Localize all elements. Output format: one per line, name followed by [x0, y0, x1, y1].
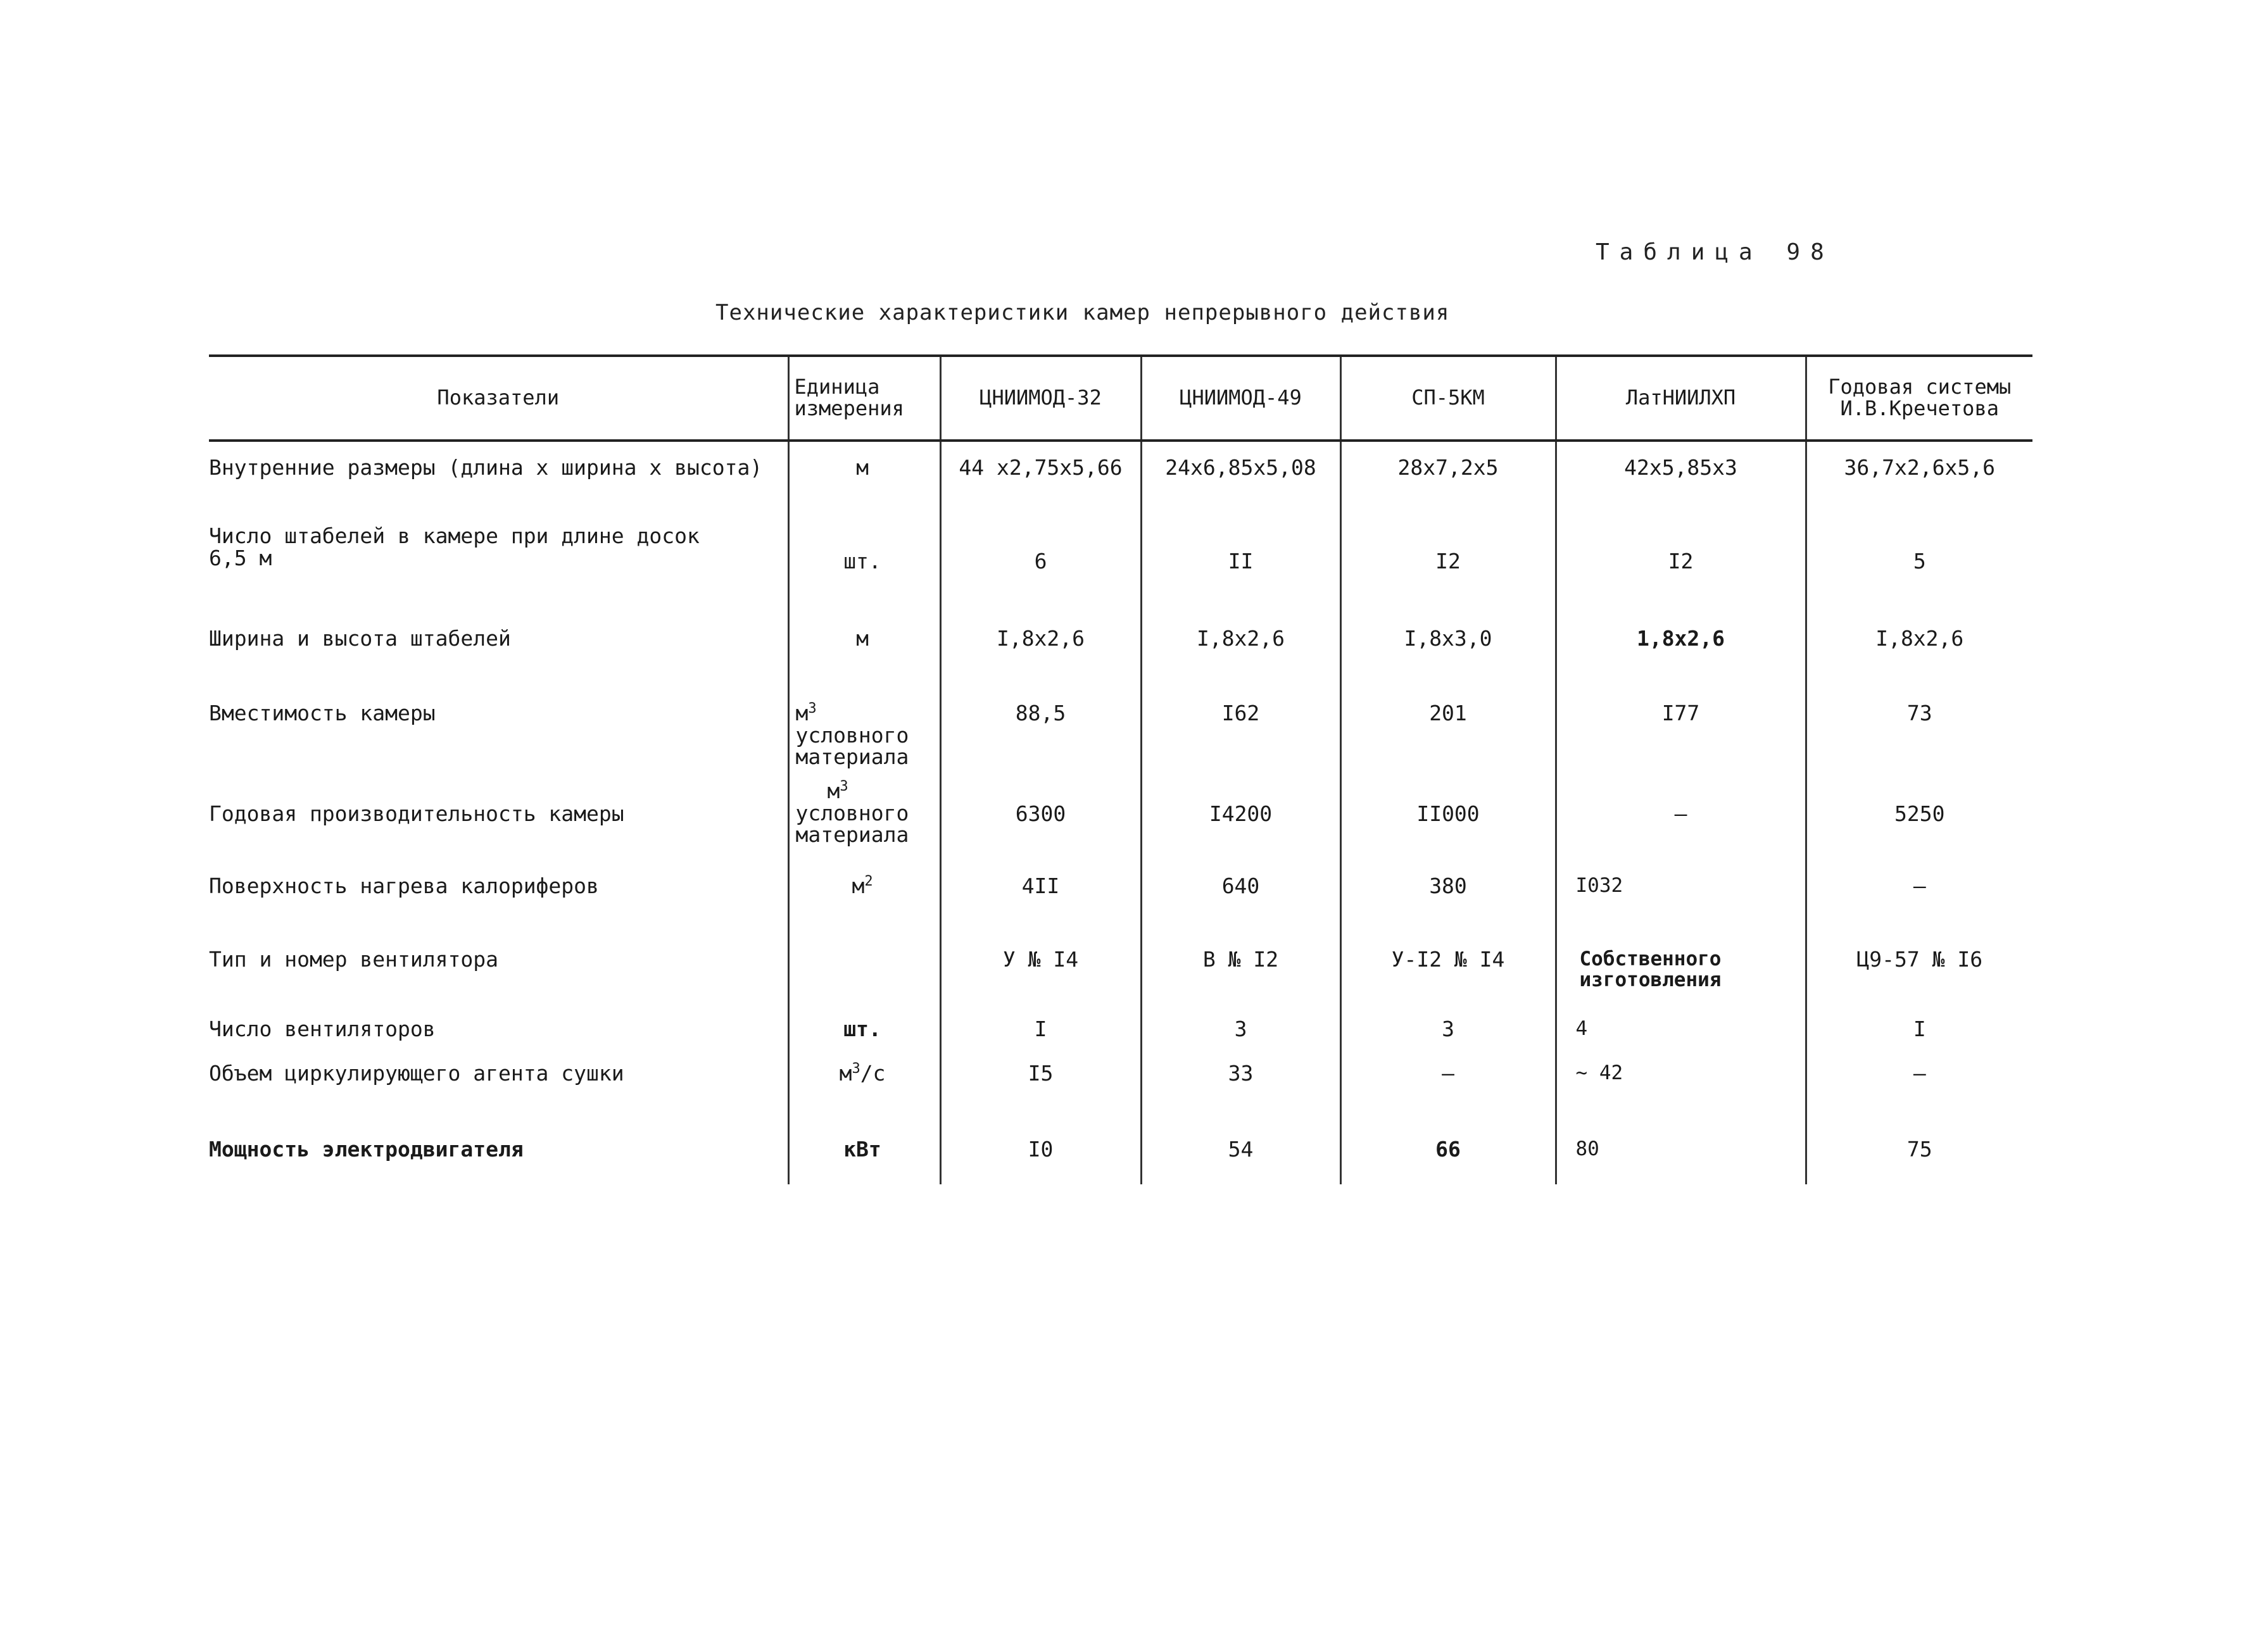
- row-label: [209, 513, 788, 614]
- table-header-row: [209, 356, 2032, 441]
- row-label: Ширина и высота штабелей: [209, 626, 511, 651]
- cell-value: 6300: [940, 775, 1141, 867]
- cell-value: I2: [1556, 513, 1806, 614]
- cell-value: I77: [1556, 690, 1806, 775]
- specs-table: [209, 354, 2032, 1184]
- table-row: [209, 513, 2032, 614]
- cell-value: 80: [1556, 1125, 1806, 1184]
- row-label: Мощность электродвигателя: [209, 1137, 524, 1162]
- table-title: Технические характеристики камер непрерывного действия: [715, 300, 1450, 325]
- row-label: Вместимость камеры: [209, 701, 436, 725]
- cell-value: У № I4: [940, 937, 1141, 1012]
- table-row: [209, 1125, 2032, 1184]
- cell-value: 33: [1141, 1059, 1340, 1125]
- unit-line3: материала: [795, 822, 909, 848]
- cell-value: 5250: [1806, 775, 2032, 867]
- cell-value: 201: [1340, 690, 1556, 775]
- cell-value: 88,5: [940, 690, 1141, 775]
- unit-line1: [796, 703, 936, 725]
- cell-value: 4II: [940, 867, 1141, 937]
- cell-value: ~ 42: [1556, 1059, 1806, 1125]
- row-unit: шт.: [788, 1012, 940, 1059]
- header-unit-line1: Единица: [794, 375, 880, 399]
- row-label: Годовая производительность камеры: [209, 801, 624, 826]
- header-col-tsniimod-32: ЦНИИМОД-32: [940, 356, 1141, 441]
- cell-value: В № I2: [1141, 937, 1340, 1012]
- cell-value: 6: [940, 513, 1141, 614]
- unit-sup: 3: [808, 701, 817, 717]
- cell-value: –: [1806, 867, 2032, 937]
- row-label-line2: 6,5 м: [209, 545, 272, 570]
- row-label: Внутренние размеры (длина x ширина x высота): [209, 455, 763, 480]
- row-unit: м: [788, 614, 940, 690]
- unit-line2: условного: [795, 800, 909, 825]
- cell-value: II000: [1340, 775, 1556, 867]
- header-unit-line2: измерения: [794, 396, 904, 420]
- row-unit: [788, 690, 940, 775]
- row-unit: [788, 775, 940, 867]
- cell-value: Ц9-57 № I6: [1806, 937, 2032, 1012]
- cell-value: 380: [1340, 867, 1556, 937]
- unit-line1: [796, 780, 936, 803]
- cell-value: I,8x2,6: [1806, 614, 2032, 690]
- table-number-label: Таблица 98: [1596, 239, 1834, 265]
- cell-value: 1,8x2,6: [1556, 614, 1806, 690]
- cell-value: I: [940, 1012, 1141, 1059]
- table-row: [209, 441, 2032, 513]
- cell-line2: изготовления: [1579, 968, 1722, 991]
- header-col5-line2: И.В.Кречетова: [1840, 396, 1999, 420]
- row-unit: [788, 1059, 940, 1125]
- cell-value: 73: [1806, 690, 2032, 775]
- cell-value: У-I2 № I4: [1340, 937, 1556, 1012]
- unit-rest: /с: [860, 1061, 886, 1086]
- cell-value: I,8x2,6: [940, 614, 1141, 690]
- header-col5-line1: Годовая системы: [1828, 375, 2012, 399]
- cell-value: 5: [1806, 513, 2032, 614]
- cell-value: 42x5,85x3: [1556, 441, 1806, 513]
- table-row: [209, 1059, 2032, 1125]
- row-unit: м: [788, 441, 940, 513]
- cell-value: I4200: [1141, 775, 1340, 867]
- table-row: [209, 867, 2032, 937]
- cell-value: –: [1806, 1059, 2032, 1125]
- cell-value: I5: [940, 1059, 1141, 1125]
- cell-value: I,8x3,0: [1340, 614, 1556, 690]
- cell-value: I: [1806, 1012, 2032, 1059]
- unit-main: м: [839, 1061, 852, 1086]
- cell-value: I62: [1141, 690, 1340, 775]
- row-unit: шт.: [788, 513, 940, 614]
- cell-value: 640: [1141, 867, 1340, 937]
- unit-sup: 3: [852, 1061, 860, 1077]
- header-col-tsniimod-49: ЦНИИМОД-49: [1141, 356, 1340, 441]
- cell-value: –: [1556, 775, 1806, 867]
- header-col-krechetov: [1806, 356, 2032, 441]
- row-unit: [788, 867, 940, 937]
- cell-value: –: [1340, 1059, 1556, 1125]
- table-row: [209, 775, 2032, 867]
- table-row: [209, 614, 2032, 690]
- cell-value: [1556, 937, 1806, 1012]
- cell-value: 3: [1340, 1012, 1556, 1059]
- unit-main: м: [827, 779, 840, 803]
- table-row: [209, 937, 2032, 1012]
- unit-sup: 3: [840, 779, 848, 794]
- unit-line2: условного: [795, 722, 909, 748]
- cell-value: 44 x2,75x5,66: [940, 441, 1141, 513]
- cell-value: 66: [1340, 1125, 1556, 1184]
- header-col-sp-5km: СП-5КМ: [1340, 356, 1556, 441]
- cell-value: I032: [1556, 867, 1806, 937]
- unit-main: м: [852, 874, 865, 898]
- header-unit: [788, 356, 940, 441]
- cell-line1: Собственного: [1579, 948, 1722, 970]
- cell-value: II: [1141, 513, 1340, 614]
- cell-value: 28x7,2x5: [1340, 441, 1556, 513]
- row-unit: кВт: [788, 1125, 940, 1184]
- row-label: Число вентиляторов: [209, 1017, 436, 1041]
- cell-value: 3: [1141, 1012, 1340, 1059]
- unit-main: м: [795, 701, 809, 725]
- cell-value: I,8x2,6: [1141, 614, 1340, 690]
- specs-table-container: [209, 354, 2032, 1162]
- cell-value: 36,7x2,6x5,6: [1806, 441, 2032, 513]
- row-label-line1: Число штабелей в камере при длине досок: [209, 523, 700, 548]
- row-label: Поверхность нагрева калориферов: [209, 874, 599, 898]
- header-col-latniilhp: ЛатНИИЛХП: [1556, 356, 1806, 441]
- row-unit: [788, 937, 940, 1012]
- cell-value: I0: [940, 1125, 1141, 1184]
- unit-sup: 2: [864, 874, 873, 889]
- cell-value: 54: [1141, 1125, 1340, 1184]
- row-label: Объем циркулирующего агента сушки: [209, 1061, 624, 1086]
- cell-value: 24x6,85x5,08: [1141, 441, 1340, 513]
- row-label: Тип и номер вентилятора: [209, 947, 498, 972]
- cell-value: I2: [1340, 513, 1556, 614]
- table-row: [209, 690, 2032, 775]
- unit-line3: материала: [795, 744, 909, 770]
- cell-value: 75: [1806, 1125, 2032, 1184]
- table-row: [209, 1012, 2032, 1059]
- header-indicator: Показатели: [209, 356, 788, 441]
- cell-value: 4: [1556, 1012, 1806, 1059]
